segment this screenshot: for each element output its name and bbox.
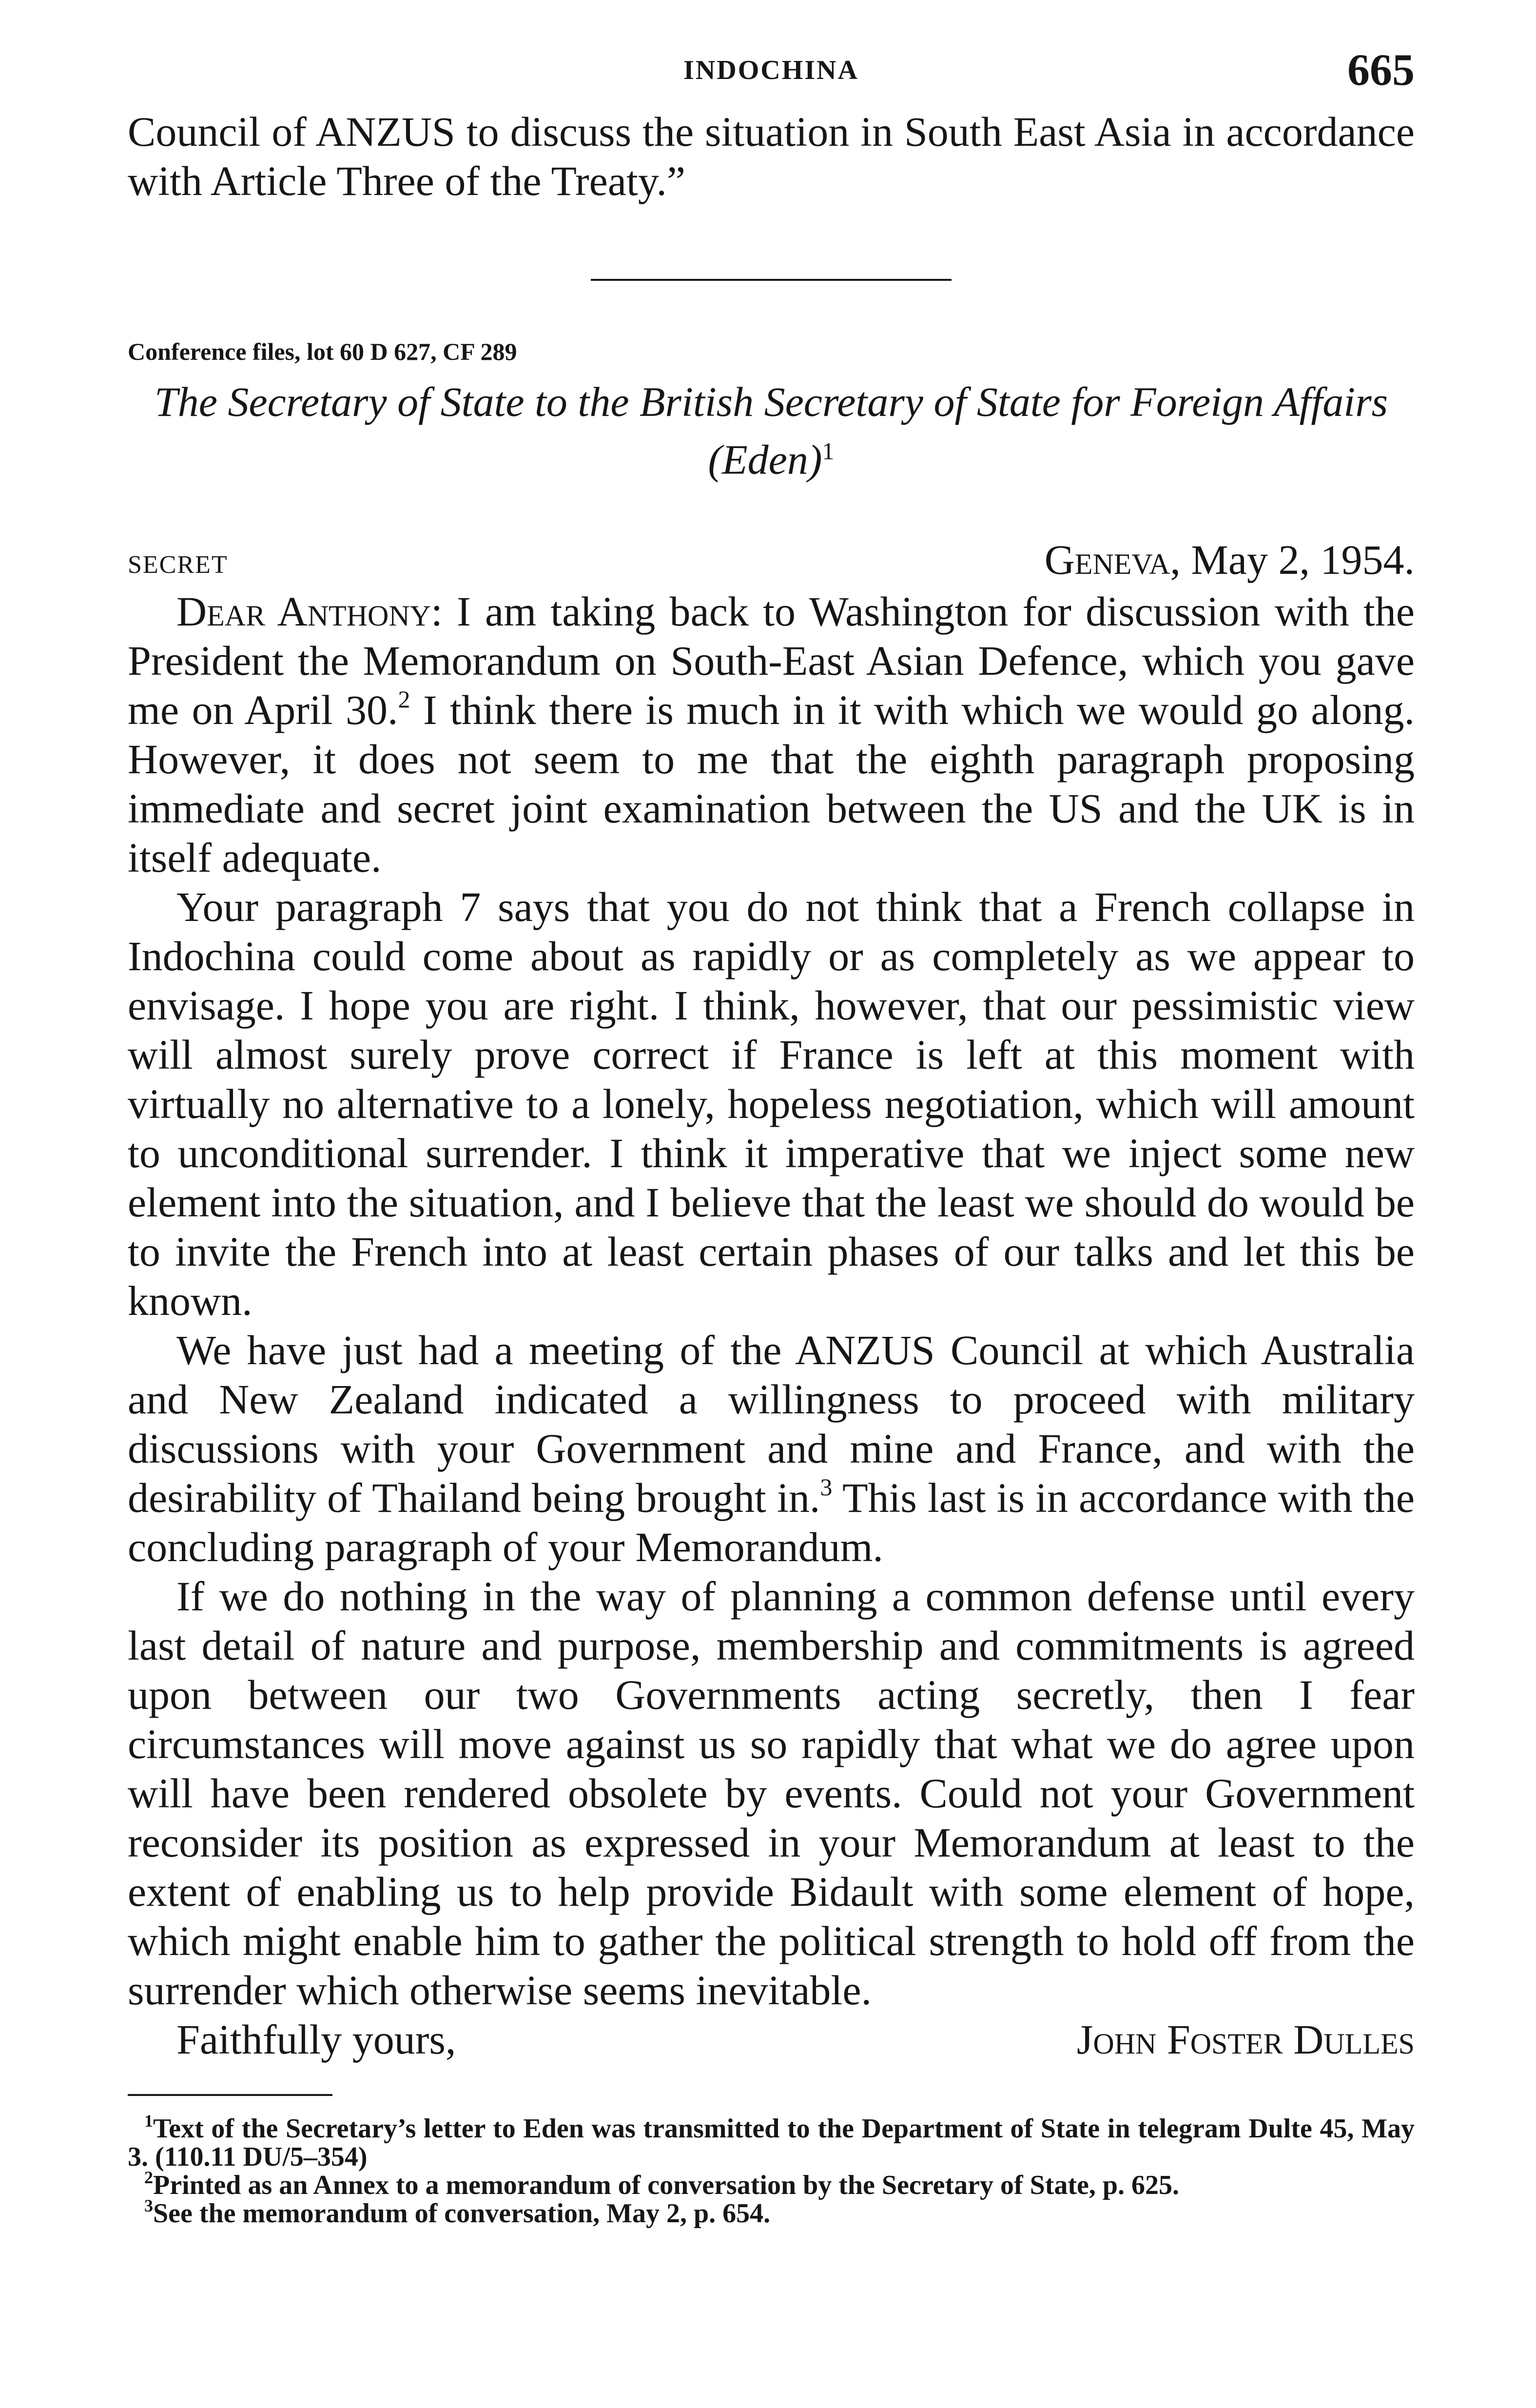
dateline <box>128 530 1415 584</box>
footnote <box>128 2111 1415 2172</box>
classification-label: SECRET <box>128 550 228 579</box>
letter-paragraph-4: If we do nothing in the way of planning a common defense until every last detail of nature and purpose, membership and commitments is agreed upon between our two Governments acting secretly, then I fear circumstances will move against us so rapidly that what we do agree upon will have been rendered obsolete by events. Could not your Government reconsider its position as expressed in your Memorandum at least to the extent of enabling us to help provide Bidault with some element of hope, which might enable him to gather the political strength to hold off from the surrender which otherwise seems inevitable. <box>128 1572 1415 2014</box>
title-footnote-marker: 1 <box>822 437 835 465</box>
letter-paragraph-2: Your paragraph 7 says that you do not think that a French collapse in Indochina could come about as rapidly or as completely as we appear to envisage. I hope you are right. I think, however, that our pessimistic view will almost surely prove correct if France is left at this moment with virtually no alternative to a lonely, hopeless negotiation, which will amount to unconditional surrender. I think it imperative that we inject some new element into the situation, and I believe that the least we should do would be to invite the French into at least certain phases of our talks and let this be known. <box>128 883 1415 1324</box>
paragraph-3-text-b: This last is in accordance with the concluding paragraph of your Memorandum. <box>128 1474 1415 1570</box>
letter-paragraph-1 <box>128 587 1415 882</box>
footnote <box>128 2195 1415 2229</box>
letter-paragraph-3 <box>128 1326 1415 1572</box>
footnote-mark: 3 <box>144 2195 153 2215</box>
page-number: 665 <box>1347 45 1415 95</box>
salutation: Dear Anthony <box>176 587 431 635</box>
footnote-marker-2: 2 <box>398 685 410 713</box>
paragraph-1-text-b: I think there is much in it with which we would go along. However, it does not seem to me that the eighth paragraph proposing immediate and secret joint examination between the US and the UK is in itself adequate. <box>128 686 1415 881</box>
closing-phrase: Faithfully yours, <box>176 2016 456 2063</box>
footnote-marker-3: 3 <box>820 1473 833 1501</box>
footnote-mark: 1 <box>144 2111 153 2131</box>
footnote-mark: 2 <box>144 2167 153 2187</box>
document-title-text: The Secretary of State to the British Secretary of State for Foreign Affairs (Eden) <box>154 378 1388 483</box>
footnote-divider <box>128 2094 332 2096</box>
page-content <box>128 44 1415 2228</box>
footnote-text: See the memorandum of conversation, May 2, p. 654. <box>153 2198 771 2229</box>
paragraph-3-text-a: We have just had a meeting of the ANZUS Council at which Australia and New Zealand indicated a willingness to proceed with military discussions with your Government and mine and France, and with the desirability of Thailand being brought in. <box>128 1326 1415 1521</box>
footnote-text: Printed as an Annex to a memorandum of conversation by the Secretary of State, p. 625. <box>153 2170 1180 2200</box>
letter-closing <box>128 2015 1415 2066</box>
footnote <box>128 2167 1415 2200</box>
source-citation: Conference files, lot 60 D 627, CF 289 <box>128 338 517 365</box>
place: Geneva <box>1044 536 1170 583</box>
footnotes <box>128 2111 1415 2229</box>
place-and-date <box>1045 535 1415 584</box>
running-title: INDOCHINA <box>683 55 859 85</box>
running-header <box>128 44 1415 107</box>
date: , May 2, 1954. <box>1170 536 1415 583</box>
document-title <box>128 377 1415 485</box>
section-divider <box>591 279 952 281</box>
signature: John Foster Dulles <box>1076 2016 1415 2063</box>
continuation-paragraph: Council of ANZUS to discuss the situation in South East Asia in accordance with Article Three of the Treaty.” <box>128 108 1415 204</box>
paragraph-1-text-a: : I am taking back to Washington for discussion with the President the Memorandum on South-East Asian Defence, which you gave me on April 30. <box>128 587 1415 733</box>
footnote-text: Text of the Secretary’s letter to Eden was transmitted to the Department of State in telegram Dulte 45, May 3. (110.11 DU/5–354) <box>128 2113 1415 2172</box>
